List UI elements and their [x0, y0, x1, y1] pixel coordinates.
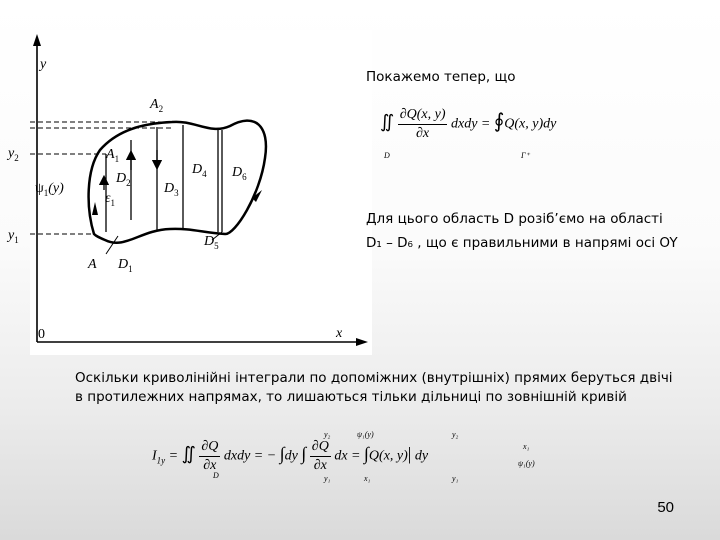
- formula-1-numerator: ∂Q(x, y): [398, 108, 448, 125]
- origin-label: 0: [38, 327, 45, 342]
- formula-2-dx: dx =: [334, 448, 361, 464]
- formula-1: [380, 108, 556, 141]
- y-axis-label: y: [40, 57, 47, 72]
- formula-2-lim-y2b: y₂: [452, 430, 459, 439]
- region-diagram-svg: [30, 30, 372, 355]
- point-a2-label: $A_2$: [150, 97, 164, 114]
- region-d4-label: $D_4$: [192, 162, 207, 179]
- bottom-paragraph: Оскільки криволінійні інтеграли по допоміжних (внутрішніх) прямих беруться двічі в протилежних напрямах, то лишаються тільки дільниці по зовнішній кривій: [75, 370, 673, 405]
- formula-1-lower-gamma: Г⁺: [521, 151, 530, 160]
- region-d1-label: $D_1$: [118, 257, 133, 274]
- psi-label: $\psi_1(y)$: [35, 181, 64, 198]
- formula-1-fraction: [398, 108, 448, 141]
- y-axis-arrow-icon: [33, 34, 41, 46]
- x-axis-arrow-icon: [356, 338, 368, 346]
- contour-integral-symbol: ∮: [493, 110, 505, 133]
- formula-2-eval-bar: |: [407, 443, 412, 464]
- region-d5-label: $D_5$: [204, 234, 219, 251]
- formula-1-rhs: Q(x, y)dy: [504, 116, 557, 132]
- formula-2-integral-2: ∫: [301, 443, 307, 464]
- formula-2-fraction-1: $\frac{\partial Q}{\partial x}$: [201, 439, 219, 473]
- formula-2-eval-top: x₁: [523, 442, 530, 451]
- dashed-guides: [30, 122, 172, 234]
- region-d6-label: $D_6$: [232, 165, 247, 182]
- formula-2-lim-d: D: [213, 471, 219, 480]
- formula-2-lim-y2: y₂: [324, 430, 331, 439]
- formula-2: $I_{1y}$ = ∬ $\frac{\partial Q}{\partial x}$ dxdy = − ∫dy ∫ $\frac{\partial Q}{\partial x}$ dx = ∫Q(x, y)| dy: [152, 439, 429, 473]
- formula-2-integral-1: ∫: [279, 443, 285, 464]
- region-text-line2: D₁ – D₆ , що є правильними в напрямі осі OY: [366, 235, 678, 251]
- region-text-line1: Для цього область D розіб’ємо на області: [366, 211, 663, 227]
- formula-2-part1: dxdy = −: [223, 448, 277, 464]
- formula-2-lhs-sub: 1y: [156, 455, 166, 466]
- formula-2-q: Q(x, y): [368, 448, 408, 464]
- formula-1-dxdy: dxdy =: [450, 116, 491, 132]
- formula-2-lim-y1b: y₁: [452, 474, 459, 483]
- page-number: 50: [657, 499, 674, 516]
- tick-y2-label: $y_2$: [8, 146, 19, 163]
- formula-2-lim-psi: ψ₁(y): [357, 430, 374, 439]
- formula-2-double-integral: ∬: [181, 443, 196, 464]
- formula-2-lim-x1: x₁: [364, 474, 371, 483]
- intro-text: Покажемо тепер, що: [366, 69, 516, 85]
- region-d3-label: $D_3$: [164, 181, 179, 198]
- formula-2-lhs: I: [152, 448, 157, 464]
- formula-2-lim-y1: y₁: [324, 474, 331, 483]
- formula-1-lower-d: D: [384, 151, 390, 160]
- x-axis-label: x: [336, 326, 343, 341]
- tick-y1-label: $y_1$: [8, 228, 19, 245]
- formula-2-eq: =: [168, 448, 179, 464]
- region-diagram: [8, 30, 372, 355]
- d1-leader: [106, 236, 118, 254]
- region-d2-label: $D_2$: [116, 171, 131, 188]
- double-integral-symbol: ∬: [380, 111, 395, 132]
- formula-1-denominator: ∂x: [416, 126, 430, 141]
- point-a-label: A: [88, 257, 97, 272]
- formula-2-fraction-2: $\frac{\partial Q}{\partial x}$: [311, 439, 329, 473]
- epsilon-label: $\varepsilon_1$: [105, 191, 116, 208]
- formula-2-integral-3: ∫: [363, 443, 369, 464]
- formula-2-eval-bottom: ψ₁(y): [518, 459, 535, 468]
- point-a1-label: $A_1$: [106, 147, 120, 164]
